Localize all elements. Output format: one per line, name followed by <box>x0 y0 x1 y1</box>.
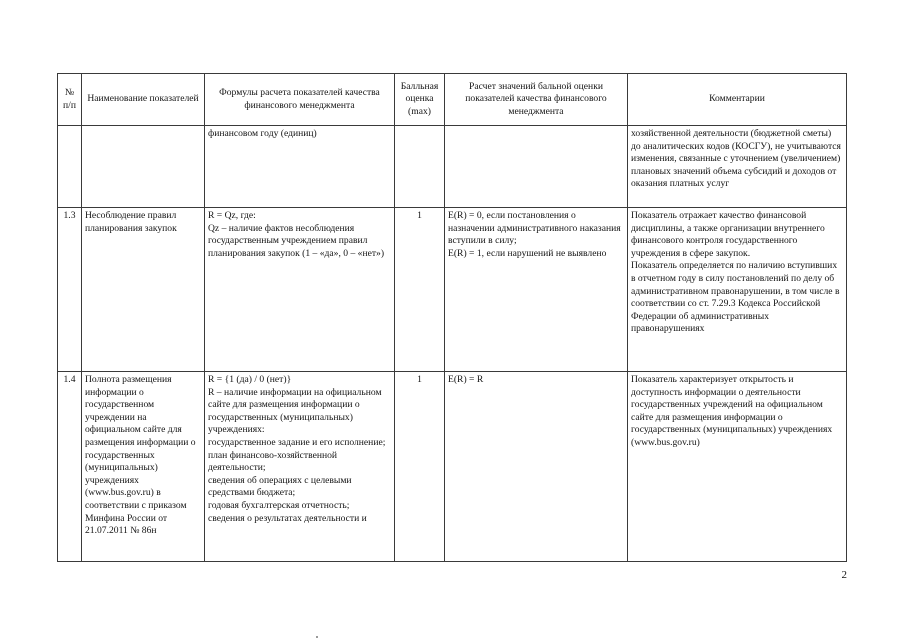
calc-line: E(R) = R <box>448 374 484 385</box>
table-row <box>58 126 847 208</box>
table-header-row <box>58 74 847 126</box>
formula-line: сведения о результатах деятельности и <box>208 512 367 524</box>
row-comment <box>628 126 847 208</box>
page-number: 2 <box>841 569 847 581</box>
formula-line: R = {1 (да) / 0 (нет)} <box>208 374 292 385</box>
row-num: 1.3 <box>58 208 82 372</box>
comment-paragraph: Показатель отражает качество финансовой дисциплины, а также организации внутреннего финансового контроля государственного учреждения в сфере закупок. <box>631 210 825 259</box>
formula-line: R = Qz, где: <box>208 210 256 221</box>
formula-line: финансовом году (единиц) <box>208 128 317 139</box>
row-calc <box>445 126 628 208</box>
formula-line: государственное задание и его исполнение; <box>208 436 386 448</box>
header-calc: Расчет значений бальной оценки показателей качества финансового менеджмента <box>445 74 628 126</box>
header-comment: Комментарии <box>628 74 847 126</box>
row-calc <box>445 208 628 372</box>
row-score: 1 <box>395 208 445 372</box>
formula-line: годовая бухгалтерская отчетность; <box>208 499 350 511</box>
row-comment <box>628 372 847 562</box>
table-row <box>58 208 847 372</box>
row-score <box>395 126 445 208</box>
header-formula: Формулы расчета показателей качества финансового менеджмента <box>205 74 395 126</box>
row-comment <box>628 208 847 372</box>
header-score: Балльная оценка (max) <box>395 74 445 126</box>
formula-line: план финансово-хозяйственной деятельности; <box>208 449 338 474</box>
row-num: 1.4 <box>58 372 82 562</box>
comment-paragraph: хозяйственной деятельности (бюджетной сметы) до аналитических кодов (КОСГУ), не учитываются изменения, связанные с уточнением (увеличением) плановых значений объема субсидий и доходов от оказания платных услуг <box>631 128 841 190</box>
row-name: Полнота размещения информации о государственном учреждении на официальном сайте для размещения информации о государственных (муниципальных) учреждениях (www.bus.gov.ru) в соответствии с приказом Минфина России от 21.07.2011 № 86н <box>82 372 205 562</box>
comment-paragraph: Показатель характеризует открытость и доступность информации о деятельности государственных учреждений на официальном сайте для размещения информации о государственных (муниципальных) учреждениях (www.bus.gov.ru) <box>631 374 833 448</box>
table-row <box>58 372 847 562</box>
indicators-table <box>57 73 847 562</box>
formula-line: R – наличие информации на официальном сайте для размещения информации о государственных (муниципальных) учреждениях: <box>208 386 382 436</box>
row-score: 1 <box>395 372 445 562</box>
row-formula <box>205 372 395 562</box>
header-name: Наименование показателей <box>82 74 205 126</box>
row-formula <box>205 126 395 208</box>
calc-line: E(R) = 0, если постановления о назначении административного наказания вступили в силу; <box>448 210 621 247</box>
header-num: № п/п <box>58 74 82 126</box>
formula-line: Qz – наличие фактов несоблюдения государственным учреждением правил планирования закупок (1 – «да», 0 – «нет») <box>208 222 385 259</box>
row-name: Несоблюдение правил планирования закупок <box>82 208 205 372</box>
scan-speck <box>316 636 318 638</box>
row-name <box>82 126 205 208</box>
row-num <box>58 126 82 208</box>
formula-line: сведения об операциях с целевыми средствами бюджета; <box>208 474 352 499</box>
comment-paragraph: Показатель определяется по наличию вступивших в отчетном году в силу постановлений по делу об административном правонарушении, в том числе в соответствии со ст. 7.29.3 Кодекса Российской Федерации об административных правонарушениях <box>631 260 840 335</box>
row-formula <box>205 208 395 372</box>
row-calc <box>445 372 628 562</box>
calc-line: E(R) = 1, если нарушений не выявлено <box>448 247 607 259</box>
